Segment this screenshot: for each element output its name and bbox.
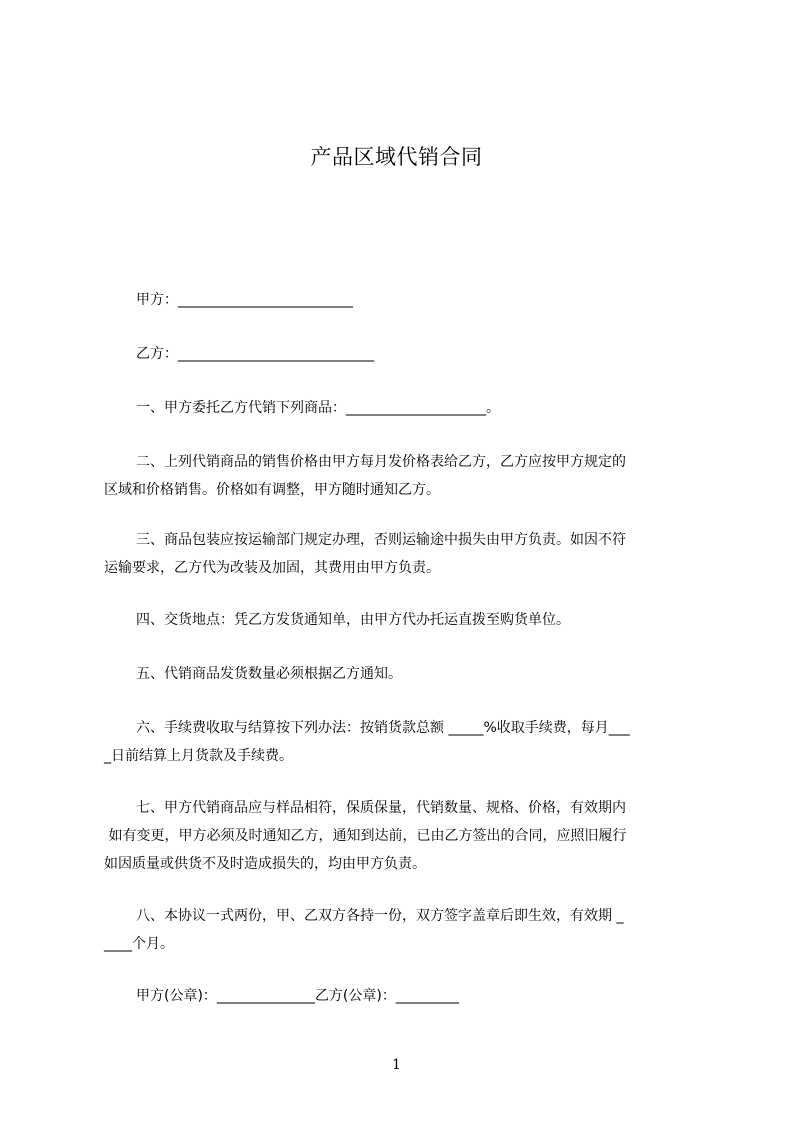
clause-3-line-2: 运输要求，乙方代为改装及加固，其费用由甲方负责。 — [104, 560, 440, 576]
party-a-seal-label: 甲方(公章)： — [136, 988, 217, 1004]
party-b-seal-label: 乙方(公章)： — [314, 988, 396, 1004]
document-title: 产品区域代销合同 — [310, 145, 483, 169]
clause-1-blank: ____________________ — [346, 400, 486, 416]
clause-1-end: 。 — [486, 400, 500, 416]
party-a-label: 甲方： — [136, 292, 178, 308]
page-number: 1 — [392, 1057, 401, 1073]
party-b-seal-blank: _________ — [395, 988, 459, 1004]
clause-6-line-2: _日前结算上月货款及手续费。 — [104, 748, 293, 764]
clause-7-line-1: 七、甲方代销商品应与样品相符，保质保量，代销数量、规格、价格，有效期内 — [136, 800, 626, 816]
clause-2-line-2: 区域和价格销售。价格如有调整，甲方随时通知乙方。 — [104, 482, 440, 498]
clause-4: 四、交货地点：凭乙方发货通知单，由甲方代办托运直拨至购货单位。 — [136, 612, 570, 628]
party-b-label: 乙方： — [136, 346, 178, 362]
clause-8-line-2: ____个月。 — [104, 936, 174, 952]
party-a-seal-blank: ______________ — [216, 988, 315, 1004]
clause-3-line-1: 三、商品包装应按运输部门规定办理，否则运输途中损失由甲方负责。如因不符 — [136, 532, 626, 548]
party-a-blank: _________________________ — [178, 292, 353, 308]
clause-7-line-3: 如因质量或供货不及时造成损失的，均由甲方负责。 — [104, 856, 426, 872]
signature-line — [104, 982, 741, 1010]
clause-7-line-2: 如有变更，甲方必须及时通知乙方，通知到达前，已由乙方签出的合同，应照旧履行 — [104, 828, 627, 844]
party-b-blank: ____________________________ — [178, 346, 374, 362]
clause-1 — [104, 394, 741, 422]
clause-5: 五、代销商品发货数量必须根据乙方通知。 — [136, 666, 402, 682]
party-a-line — [104, 286, 741, 314]
clause-8-line-1: 八、本协议一式两份，甲、乙双方各持一份，双方签字盖章后即生效，有效期 _ — [136, 908, 624, 924]
clause-2-line-1: 二、上列代销商品的销售价格由甲方每月发价格表给乙方，乙方应按甲方规定的 — [136, 454, 626, 470]
clause-6-line-1: 六、手续费收取与结算按下列办法：按销货款总额 _____%收取手续费，每月___ — [136, 720, 630, 736]
party-b-line — [104, 340, 741, 368]
clause-1-text: 一、甲方委托乙方代销下列商品： — [136, 400, 346, 416]
